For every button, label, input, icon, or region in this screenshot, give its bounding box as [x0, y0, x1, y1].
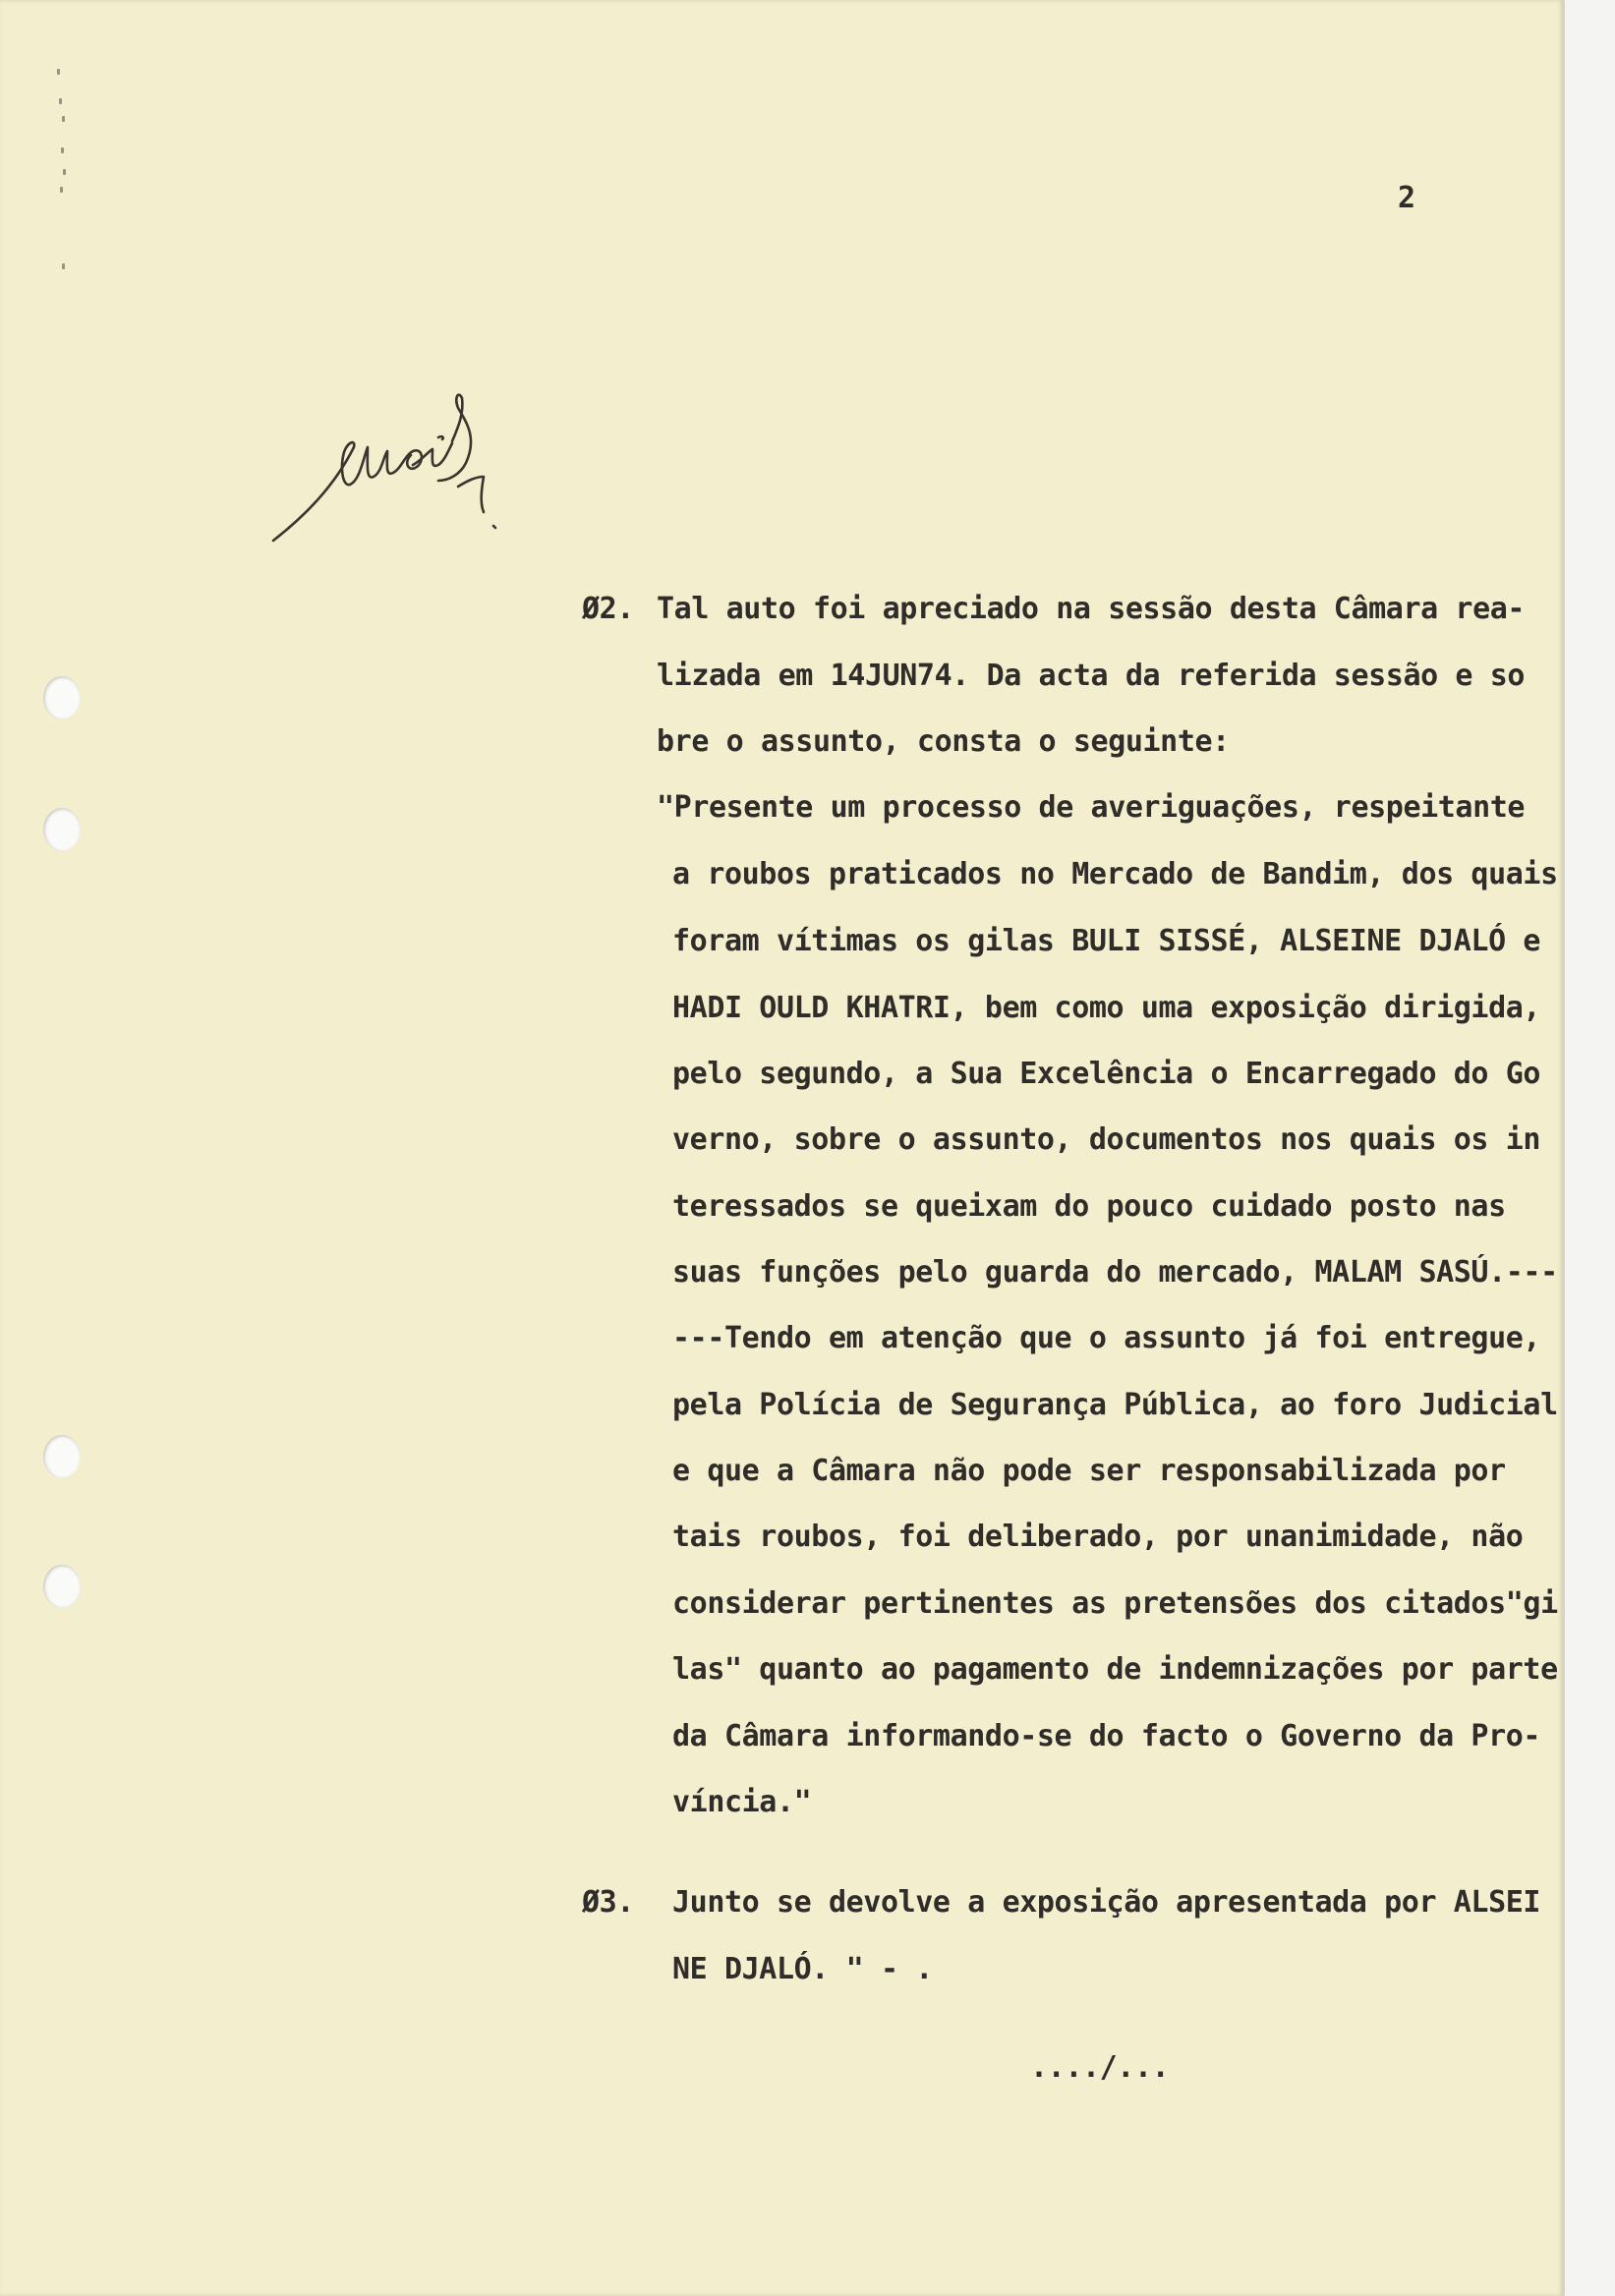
edge-mark: [60, 187, 63, 193]
edge-mark: [62, 263, 65, 269]
punch-hole: [43, 1565, 81, 1608]
punch-hole: [43, 676, 81, 719]
quote-line: pela Polícia de Segurança Pública, ao foro Judicial: [672, 1388, 1558, 1422]
page-number: 2: [1398, 181, 1415, 215]
quote-line: considerar pertinentes as pretensões dos citados"gi: [672, 1586, 1558, 1621]
quote-line: ---Tendo em atenção que o assunto já foi entregue,: [672, 1321, 1541, 1355]
signature: [265, 378, 531, 555]
quote-line: víncia.": [672, 1785, 812, 1819]
quote-line: HADI OULD KHATRI, bem como uma exposição dirigida,: [672, 991, 1541, 1025]
edge-mark: [63, 169, 66, 175]
paragraph-number-02: Ø2.: [582, 592, 634, 626]
quote-line: a roubos praticados no Mercado de Bandim, dos quais: [672, 857, 1558, 891]
punch-hole: [43, 1435, 81, 1478]
edge-mark: [61, 147, 64, 153]
quote-line: teressados se queixam do pouco cuidado posto nas: [672, 1189, 1506, 1224]
edge-mark: [62, 116, 65, 122]
quote-line: foram vítimas os gilas BULI SISSÉ, ALSEINE DJALÓ e: [672, 924, 1541, 958]
quote-line: e que a Câmara não pode ser responsabilizada por: [672, 1454, 1506, 1488]
quote-line: las" quanto ao pagamento de indemnizações por parte: [672, 1652, 1558, 1687]
quote-line: "Presente um processo de averiguações, respeitante: [657, 790, 1526, 825]
continuation-mark: ..../...: [1030, 2050, 1170, 2085]
paragraph-03-line: NE DJALÓ. " - .: [672, 1952, 933, 1986]
edge-mark: [57, 69, 60, 75]
paragraph-number-03: Ø3.: [582, 1885, 634, 1920]
paragraph-02-line: Tal auto foi apreciado na sessão desta Câmara rea-: [657, 592, 1526, 626]
paragraph-03-line: Junto se devolve a exposição apresentada por ALSEI: [672, 1885, 1541, 1920]
quote-line: suas funções pelo guarda do mercado, MALAM SASÚ.---: [672, 1255, 1558, 1290]
punch-hole: [43, 808, 81, 851]
paragraph-02-line: lizada em 14JUN74. Da acta da referida sessão e so: [657, 659, 1526, 693]
edge-mark: [59, 98, 62, 104]
scan-margin: [1563, 0, 1615, 2296]
paragraph-02-line: bre o assunto, consta o seguinte:: [657, 724, 1230, 759]
quote-line: pelo segundo, a Sua Excelência o Encarregado do Go: [672, 1057, 1541, 1091]
signature-drawing: [265, 378, 531, 555]
quote-line: verno, sobre o assunto, documentos nos quais os in: [672, 1122, 1541, 1157]
quote-line: da Câmara informando-se do facto o Governo da Pro-: [672, 1719, 1541, 1753]
quote-line: tais roubos, foi deliberado, por unanimidade, não: [672, 1520, 1524, 1554]
